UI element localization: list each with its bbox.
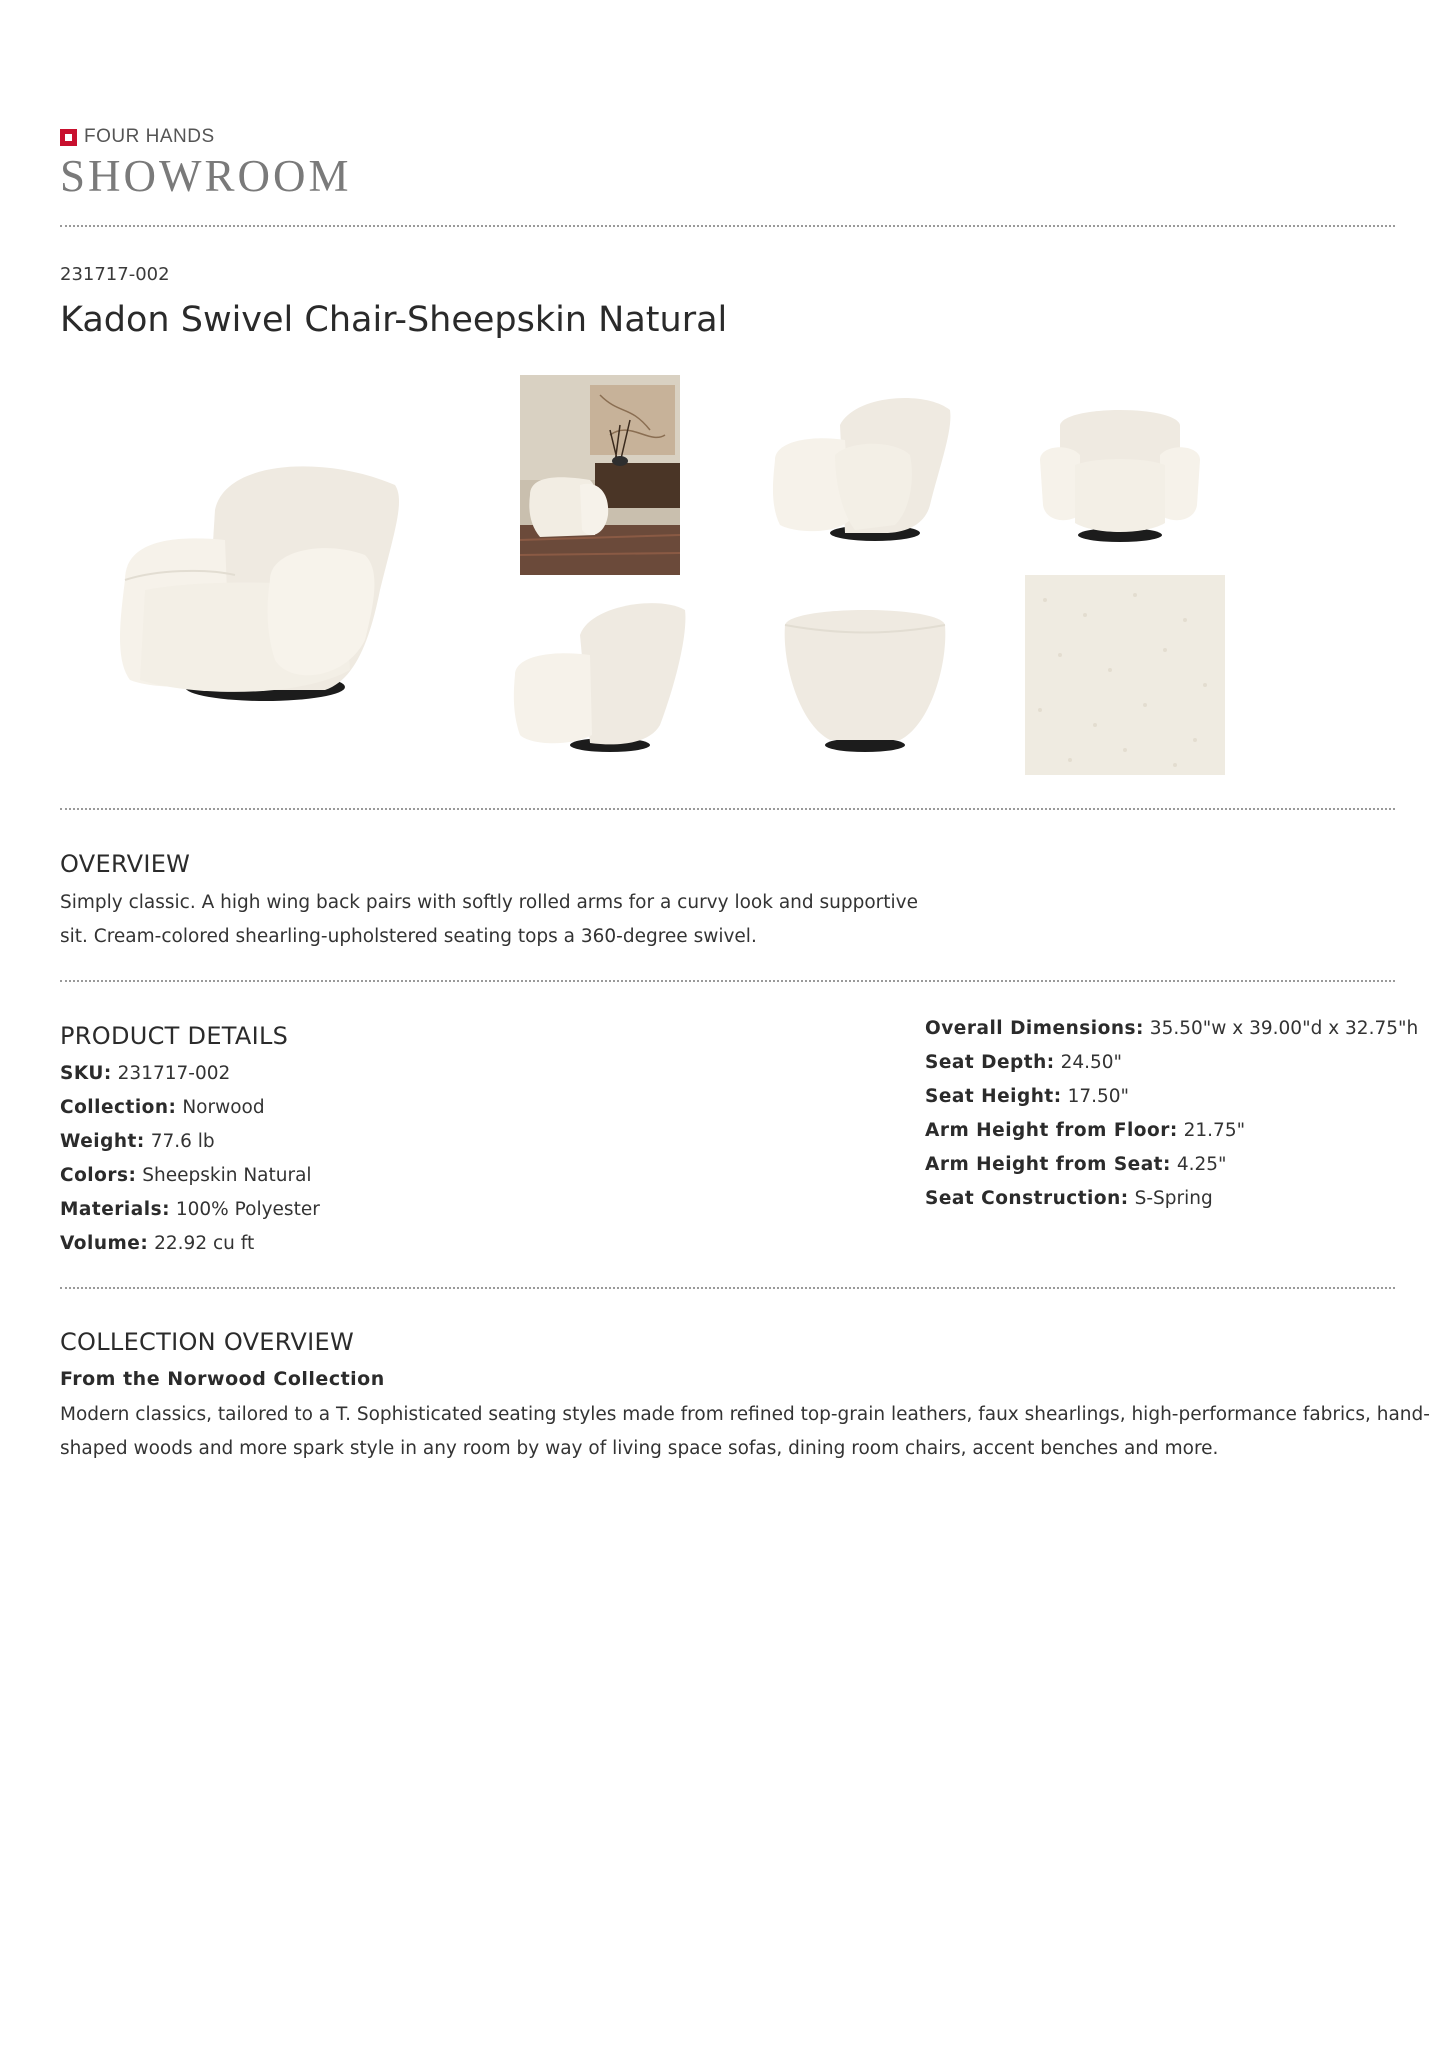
detail-row xyxy=(60,1159,320,1193)
collection-subheading: From the Norwood Collection xyxy=(60,1368,385,1390)
detail-value: Sheepskin Natural xyxy=(142,1165,312,1186)
detail-value: 22.92 cu ft xyxy=(154,1233,255,1254)
detail-label: SKU: xyxy=(60,1063,112,1084)
overview-text-line: Simply classic. A high wing back pairs with softly rolled arms for a curvy look and supportive xyxy=(60,892,919,913)
detail-label: Materials: xyxy=(60,1199,170,1220)
showroom-wordmark: SHOWROOM xyxy=(60,151,352,201)
brand-mark-icon xyxy=(60,129,77,146)
detail-value: 77.6 lb xyxy=(150,1131,215,1152)
detail-row xyxy=(925,1114,1418,1148)
detail-value: 4.25" xyxy=(1176,1154,1227,1175)
divider xyxy=(60,980,1395,982)
detail-label: Seat Depth: xyxy=(925,1052,1055,1073)
detail-label: Arm Height from Seat: xyxy=(925,1154,1171,1175)
details-heading: PRODUCT DETAILS xyxy=(60,1022,289,1050)
back-image[interactable] xyxy=(780,605,950,755)
detail-row xyxy=(925,1012,1418,1046)
overview-text-line: sit. Cream-colored shearling-upholstered seating tops a 360-degree swivel. xyxy=(60,926,757,947)
fabric-swatch-image[interactable] xyxy=(1025,575,1225,775)
detail-label: Volume: xyxy=(60,1233,149,1254)
collection-text-line: Modern classics, tailored to a T. Sophisticated seating styles made from refined top-grain leathers, faux shearlings, high-performance fabrics, hand- xyxy=(60,1404,1430,1425)
detail-label: Arm Height from Floor: xyxy=(925,1120,1178,1141)
divider xyxy=(60,1287,1395,1289)
detail-value: 17.50" xyxy=(1067,1086,1130,1107)
detail-row xyxy=(60,1125,320,1159)
front-image[interactable] xyxy=(1035,395,1205,545)
detail-label: Seat Height: xyxy=(925,1086,1062,1107)
lifestyle-image[interactable] xyxy=(520,375,680,575)
brand-name: FOUR HANDS xyxy=(84,126,215,147)
collection-text xyxy=(60,1398,1430,1466)
page-title: Kadon Swivel Chair-Sheepskin Natural xyxy=(60,300,728,340)
main-product-image[interactable] xyxy=(95,440,425,720)
overview-text xyxy=(60,886,1020,954)
detail-label: Colors: xyxy=(60,1165,137,1186)
detail-row xyxy=(60,1091,320,1125)
detail-value: 24.50" xyxy=(1060,1052,1123,1073)
detail-row xyxy=(60,1227,320,1261)
detail-row xyxy=(925,1182,1418,1216)
brand-logo xyxy=(60,126,215,148)
collection-text-line: shaped woods and more spark style in any room by way of living space sofas, dining room chairs, accent benches and more. xyxy=(60,1438,1219,1459)
detail-value: S-Spring xyxy=(1134,1188,1213,1209)
detail-value: 231717-002 xyxy=(117,1063,231,1084)
collection-heading: COLLECTION OVERVIEW xyxy=(60,1328,355,1356)
details-left-list xyxy=(60,1057,320,1261)
overview-heading: OVERVIEW xyxy=(60,850,191,878)
angle-image-1[interactable] xyxy=(765,385,955,545)
product-sku: 231717-002 xyxy=(60,264,170,285)
detail-row xyxy=(925,1148,1418,1182)
detail-value: 100% Polyester xyxy=(175,1199,320,1220)
detail-value: Norwood xyxy=(182,1097,265,1118)
detail-row xyxy=(925,1080,1418,1114)
divider xyxy=(60,808,1395,810)
detail-row xyxy=(60,1057,320,1091)
detail-label: Weight: xyxy=(60,1131,145,1152)
detail-label: Overall Dimensions: xyxy=(925,1018,1144,1039)
detail-value: 21.75" xyxy=(1183,1120,1246,1141)
detail-row xyxy=(60,1193,320,1227)
detail-label: Collection: xyxy=(60,1097,177,1118)
side-image[interactable] xyxy=(510,595,690,755)
divider xyxy=(60,225,1395,227)
detail-label: Seat Construction: xyxy=(925,1188,1129,1209)
detail-value: 35.50"w x 39.00"d x 32.75"h xyxy=(1149,1018,1419,1039)
detail-row xyxy=(925,1046,1418,1080)
details-right-list xyxy=(925,1012,1418,1216)
